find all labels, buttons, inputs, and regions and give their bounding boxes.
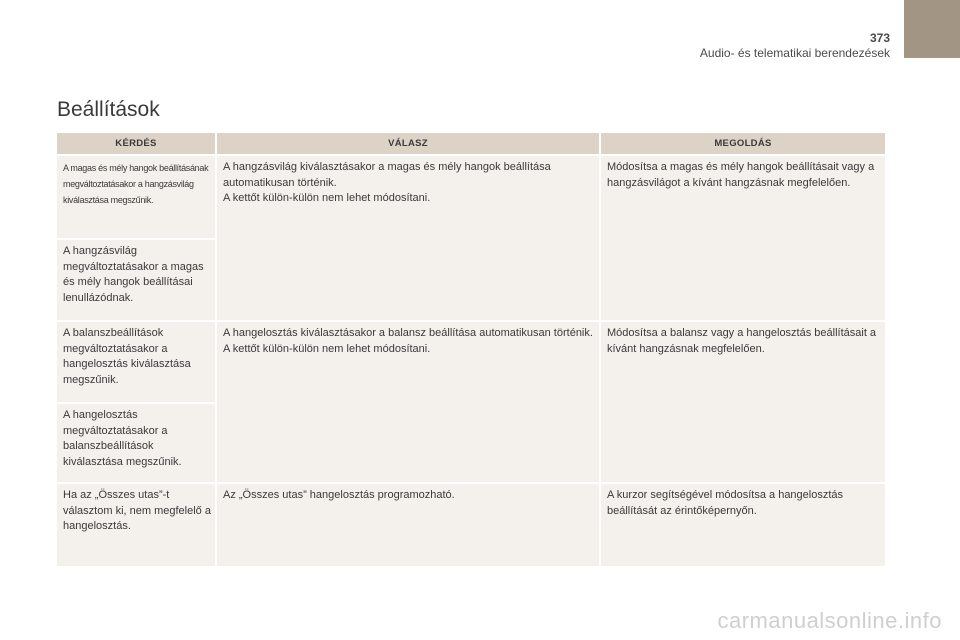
question-cell: Ha az „Összes utas”-t választom ki, nem megfelelő a hangelosztás.	[57, 484, 215, 566]
question-cell: A hangelosztás megváltoztatásakor a balanszbeállítások kiválasztása megszűnik.	[57, 404, 215, 482]
solution-cell: Módosítsa a balansz vagy a hangelosztás beállításait a kívánt hangzásnak megfelelően.	[601, 322, 885, 482]
header-question: KÉRDÉS	[57, 133, 215, 154]
answer-cell	[217, 156, 599, 320]
question-column	[57, 322, 215, 482]
question-column	[57, 156, 215, 320]
section-title: Audio- és telematikai berendezések	[699, 46, 890, 60]
table-row-group	[57, 484, 885, 566]
table-header	[57, 133, 885, 154]
question-cell: A balanszbeállítások megváltoztatásakor a hangelosztás kiválasztása megszűnik.	[57, 322, 215, 402]
answer-line: A hangelosztás kiválasztásakor a balansz beállítása automatikusan történik.	[223, 327, 593, 339]
page-heading: Beállítások	[57, 98, 160, 121]
watermark: carmanualsonline.info	[717, 608, 942, 633]
question-column	[57, 484, 215, 566]
answer-cell: Az „Összes utas” hangelosztás programozható.	[217, 484, 599, 566]
table-row-group	[57, 156, 885, 320]
answer-line: A hangzásvilág kiválasztásakor a magas és mély hangok beállítása automatikusan történik.	[223, 161, 551, 189]
solution-cell: A kurzor segítségével módosítsa a hangelosztás beállítását az érintőképernyőn.	[601, 484, 885, 566]
page-number: 373	[869, 31, 890, 45]
answer-line: A kettőt külön-külön nem lehet módosítani.	[223, 192, 431, 204]
header-solution: MEGOLDÁS	[601, 133, 885, 154]
solution-cell: Módosítsa a magas és mély hangok beállításait vagy a hangzásvilágot a kívánt hangzásnak megfelelően.	[601, 156, 885, 320]
corner-tab	[904, 0, 960, 58]
faq-table	[57, 133, 885, 568]
table-row-group	[57, 322, 885, 482]
answer-line: A kettőt külön-külön nem lehet módosítani.	[223, 342, 431, 355]
question-cell: A hangzásvilág megváltoztatásakor a magas és mély hangok beállításai lenullázódnak.	[57, 240, 215, 320]
answer-cell	[217, 322, 599, 482]
question-cell: A magas és mély hangok beállításának megváltoztatásakor a hangzásvilág kiválasztása megszűnik.	[57, 156, 215, 238]
header-answer: VÁLASZ	[217, 133, 599, 154]
